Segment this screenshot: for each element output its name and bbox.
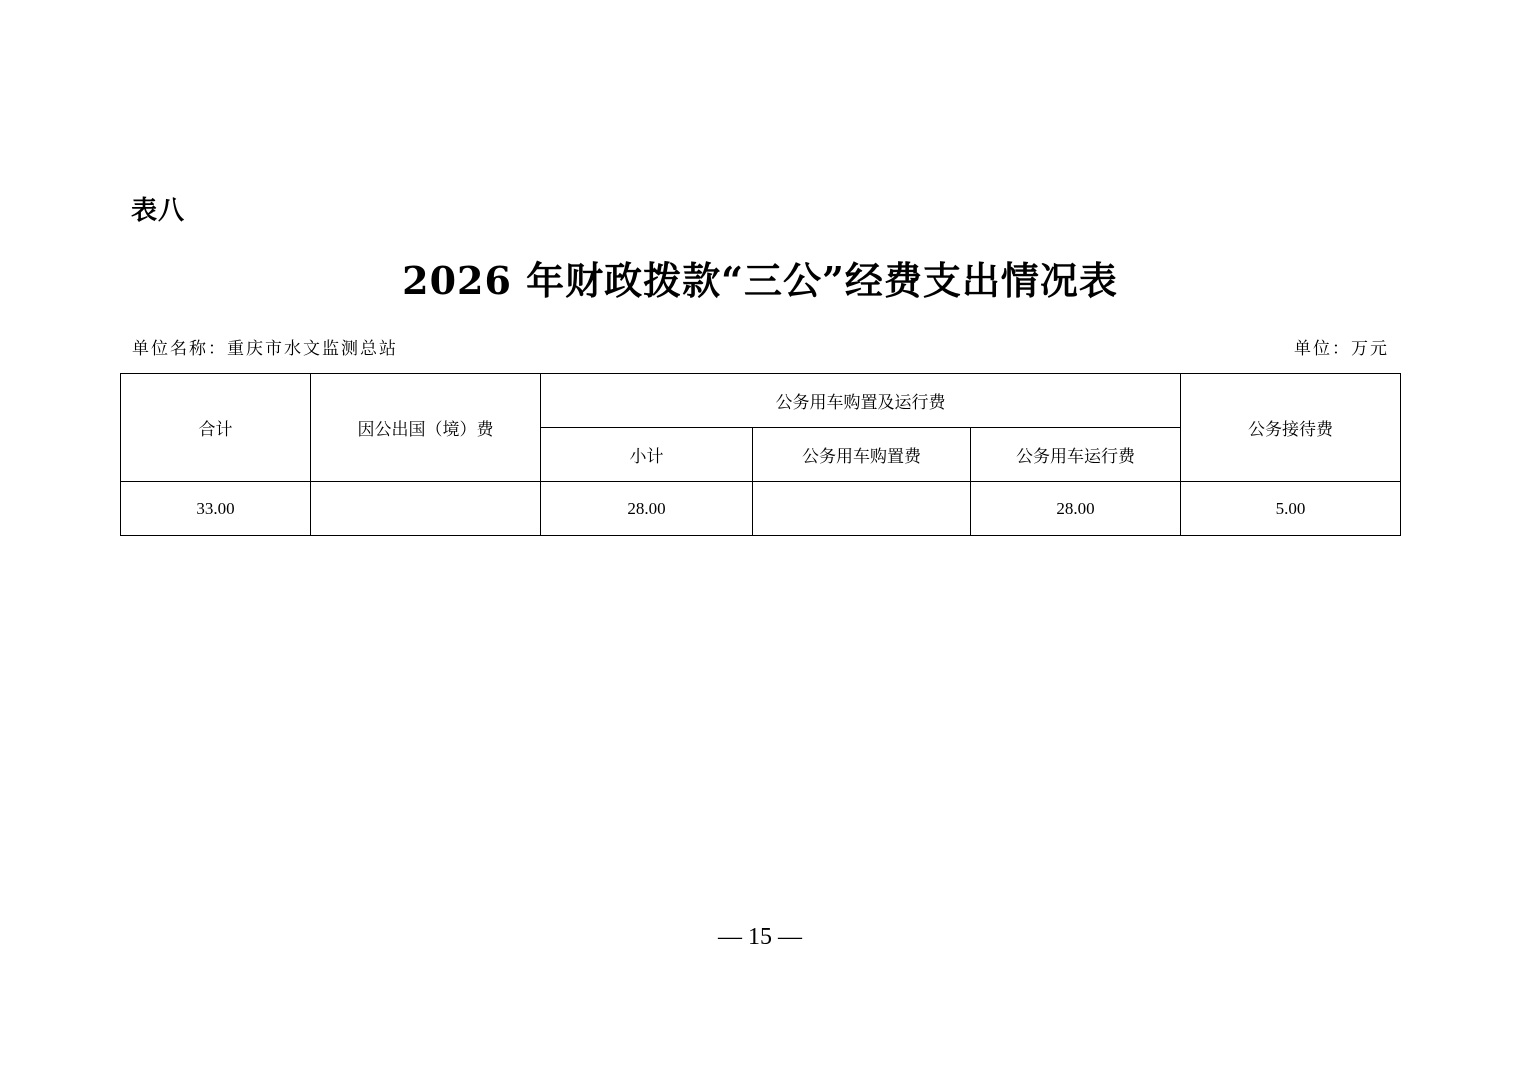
cell-total: 33.00 (121, 482, 311, 536)
unit-label: 单位：万元 (1294, 339, 1389, 359)
cell-overseas (311, 482, 541, 536)
cell-vehicle-purchase (753, 482, 971, 536)
header-vehicle-operation: 公务用车运行费 (971, 428, 1181, 482)
header-reception: 公务接待费 (1181, 374, 1401, 482)
cell-vehicle-operation: 28.00 (971, 482, 1181, 536)
header-overseas: 因公出国（境）费 (311, 374, 541, 482)
header-vehicle-purchase: 公务用车购置费 (753, 428, 971, 482)
table-header-row (121, 374, 1401, 428)
header-vehicle-group: 公务用车购置及运行费 (541, 374, 1181, 428)
table-row (121, 482, 1401, 536)
header-total: 合计 (121, 374, 311, 482)
page-title: 2026 年财政拨款“三公”经费支出情况表 (402, 258, 1118, 303)
cell-reception: 5.00 (1181, 482, 1401, 536)
three-public-expenses-table (120, 373, 1401, 536)
table-label: 表八 (131, 196, 186, 226)
cell-vehicle-subtotal: 28.00 (541, 482, 753, 536)
unit-name: 单位名称：重庆市水文监测总站 (132, 339, 398, 359)
header-vehicle-subtotal: 小计 (541, 428, 753, 482)
page-number: — 15 — (718, 924, 802, 950)
